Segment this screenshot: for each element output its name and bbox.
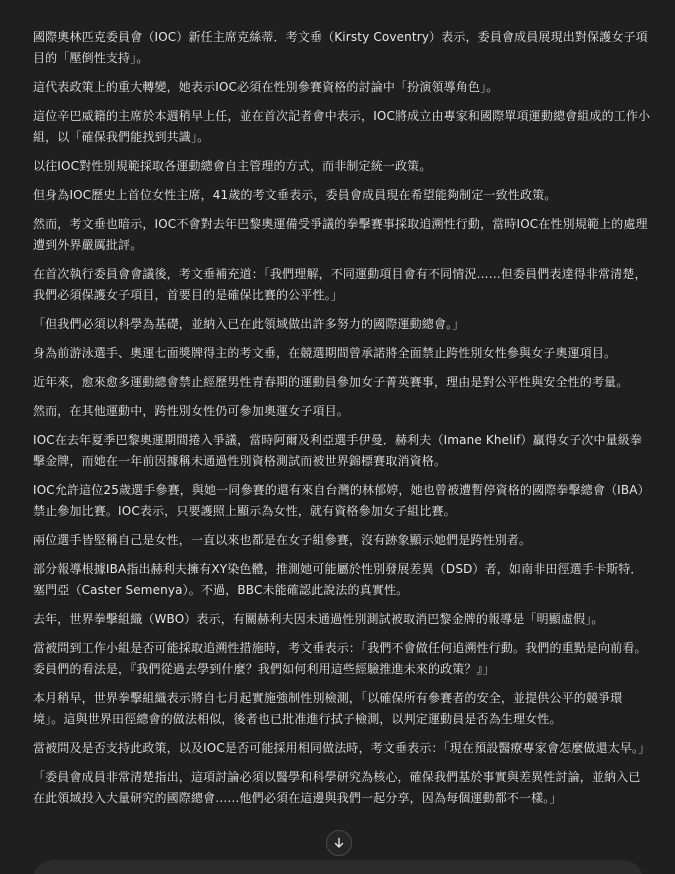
paragraph-13: IOC允許這位25歲選手參賽，與她一同參賽的還有來自台灣的林郁婷，她也曾被遭暫停資格的國際拳擊總會（IBA）禁止參加比賽。IOC表示，只要護照上顯示為女性，就有資格參加女子組比賽。 [33,483,650,518]
paragraph-2: 這代表政策上的重大轉變，她表示IOC必須在性別參賽資格的討論中「扮演領導角色」。 [33,80,499,94]
paragraph-16: 去年，世界拳擊組織（WBO）表示，有關赫利夫因未通過性別測試被取消巴黎金牌的報導是「明顯虛假」。 [33,612,604,626]
paragraph-11: 然而，在其他運動中，跨性別女性仍可參加奧運女子項目。 [33,404,349,418]
paragraph-14: 兩位選手皆堅稱自己是女性，一直以來也都是在女子組參賽，沒有跡象顯示她們是跨性別者。 [33,533,532,547]
article-text [33,27,651,817]
paragraph-18: 本月稍早，世界拳擊組織表示將自七月起實施強制性別檢測，「以確保所有參賽者的安全，並提供公平的競爭環境」。這與世界田徑總會的做法相似，後者也已批准進行拭子檢測，以判定運動員是否為生理女性。 [33,691,623,726]
paragraph-17: 當被問到工作小組是否可能採取追溯性措施時，考文垂表示：「我們不會做任何追溯性行動。我們的重點是向前看。委員們的看法是，『我們從過去學到什麼？我們如何利用這些經驗推進未來的政策？』」 [33,641,647,676]
paragraph-7: 在首次執行委員會會議後，考文垂補充道：「我們理解，不同運動項目會有不同情況……但委員們表達得非常清楚，我們必須保護女子項目，首要目的是確保比賽的公平性。」 [33,267,647,302]
scroll-to-bottom-button[interactable] [326,830,352,856]
paragraph-9: 身為前游泳選手、奧運七面獎牌得主的考文垂，在競選期間曾承諾將全面禁止跨性別女性參與女子奧運項目。 [33,346,617,360]
paragraph-15: 部分報導根據IBA指出赫利夫擁有XY染色體，推測她可能屬於性別發展差異（DSD）者，如南非田徑選手卡斯特．塞門亞（Caster Semenya）。不過，BBC未能確認此說法的真實性。 [33,562,643,597]
paragraph-10: 近年來，愈來愈多運動總會禁止經歷男性青春期的運動員參加女子菁英賽事，理由是對公平性與安全性的考量。 [33,375,629,389]
paragraph-19: 當被問及是否支持此政策，以及IOC是否可能採用相同做法時，考文垂表示：「現在預設醫療專家會怎麼做還太早。」 [33,741,651,755]
paragraph-4: 以往IOC對性別規範採取各運動總會自主管理的方式，而非制定統一政策。 [33,159,432,173]
paragraph-12: IOC在去年夏季巴黎奧運期間捲入爭議，當時阿爾及利亞選手伊曼．赫利夫（Imane Khelif）贏得女子次中量級拳擊金牌，而她在一年前因據稱未通過性別資格測試而被世界錦標賽取消資格。 [33,433,643,468]
paragraph-3: 這位辛巴威籍的主席於本週稍早上任，並在首次記者會中表示，IOC將成立由專家和國際單項運動總會組成的工作小組，以「確保我們能找到共識」。 [33,109,651,144]
paragraph-5: 但身為IOC歷史上首位女性主席，41歲的考文垂表示，委員會成員現在希望能夠制定一致性政策。 [33,188,557,202]
paragraph-1: 國際奧林匹克委員會（IOC）新任主席克絲蒂．考文垂（Kirsty Coventry）表示，委員會成員展現出對保護女子項目的「壓倒性支持」。 [33,30,648,65]
message-composer[interactable] [33,860,643,874]
paragraph-20: 「委員會成員非常清楚指出，這項討論必須以醫學和科學研究為核心，確保我們基於事實與差異性討論，並納入已在此領域投入大量研究的國際總會……他們必須在這邊與我們一起分享，因為每個運動都不一樣。」 [33,770,641,805]
paragraph-8: 「但我們必須以科學為基礎，並納入已在此領域做出許多努力的國際運動總會。」 [33,317,465,331]
arrow-down-icon [333,837,345,849]
paragraph-6: 然而，考文垂也暗示，IOC不會對去年巴黎奧運備受爭議的拳擊賽事採取追溯性行動，當時IOC在性別規範上的處理遭到外界嚴厲批評。 [33,217,648,252]
